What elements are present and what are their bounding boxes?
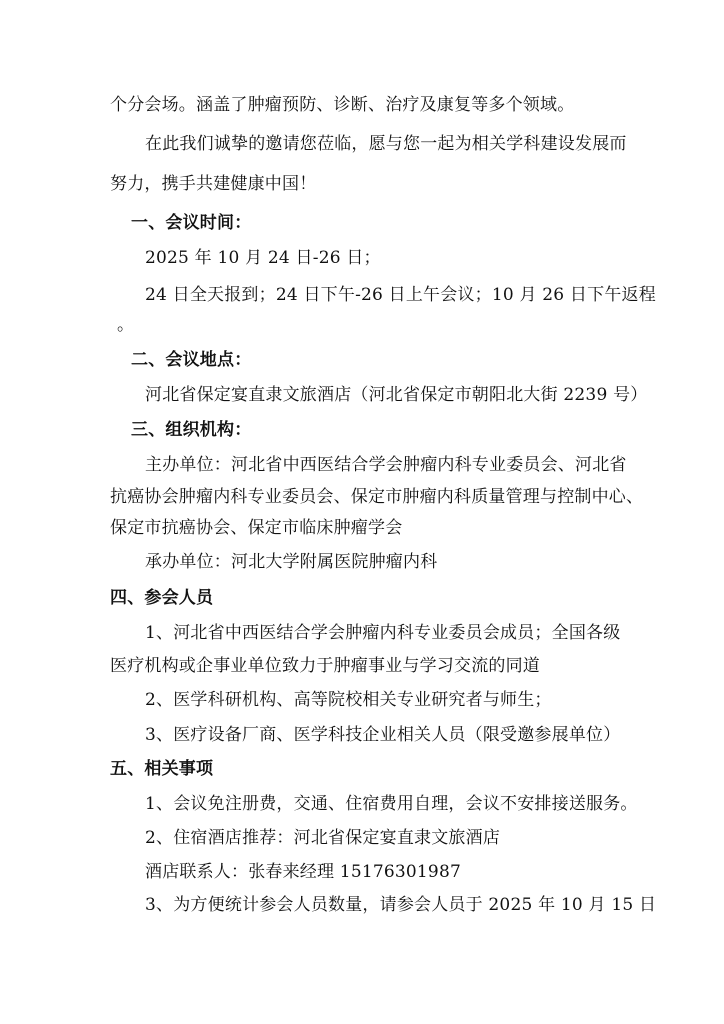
- intro-line-2: 在此我们诚挚的邀请您莅临，愿与您一起为相关学科建设发展而: [145, 134, 627, 154]
- meeting-date: 2025 年 10 月 24 日-26 日；: [145, 248, 381, 268]
- attendee-item-1-line-2: 医疗机构或企事业单位致力于肿瘤事业与学习交流的同道: [110, 656, 540, 676]
- meeting-venue: 河北省保定宴直隶文旅酒店（河北省保定市朝阳北大街 2239 号）: [145, 385, 648, 405]
- intro-line-3: 努力，携手共建健康中国！: [110, 174, 317, 194]
- host-units-line-2: 抗癌协会肿瘤内科专业委员会、保定市肿瘤内科质量管理与控制中心、: [110, 487, 644, 507]
- meeting-schedule-end: 。: [117, 315, 135, 335]
- host-units-line-1: 主办单位：河北省中西医结合学会肿瘤内科专业委员会、河北省: [145, 455, 627, 475]
- intro-line-1: 个分会场。涵盖了肿瘤预防、诊断、治疗及康复等多个领域。: [110, 95, 575, 115]
- section-5-heading: 五、相关事项: [110, 759, 214, 779]
- section-1-heading: 一、会议时间：: [131, 213, 252, 233]
- matters-item-2: 2、住宿酒店推荐：河北省保定宴直隶文旅酒店: [145, 828, 501, 848]
- hotel-contact: 酒店联系人：张春来经理 15176301987: [145, 862, 461, 882]
- attendee-item-1-line-1: 1、河北省中西医结合学会肿瘤内科专业委员会成员；全国各级: [145, 623, 621, 643]
- section-4-heading: 四、参会人员: [110, 588, 214, 608]
- attendee-item-2: 2、医学科研机构、高等院校相关专业研究者与师生；: [145, 690, 552, 710]
- host-units-line-3: 保定市抗癌协会、保定市临床肿瘤学会: [110, 518, 403, 538]
- matters-item-1: 1、会议免注册费，交通、住宿费用自理，会议不安排接送服务。: [145, 794, 638, 814]
- meeting-schedule: 24 日全天报到；24 日下午-26 日上午会议；10 月 26 日下午返程: [145, 285, 656, 305]
- section-2-heading: 二、会议地点：: [131, 350, 252, 370]
- matters-item-3: 3、为方便统计参会人员数量，请参会人员于 2025 年 10 月 15 日: [145, 895, 657, 915]
- organizer-unit: 承办单位：河北大学附属医院肿瘤内科: [145, 552, 438, 572]
- section-3-heading: 三、组织机构：: [131, 420, 252, 440]
- attendee-item-3: 3、医疗设备厂商、医学科技企业相关人员（限受邀参展单位）: [145, 725, 621, 745]
